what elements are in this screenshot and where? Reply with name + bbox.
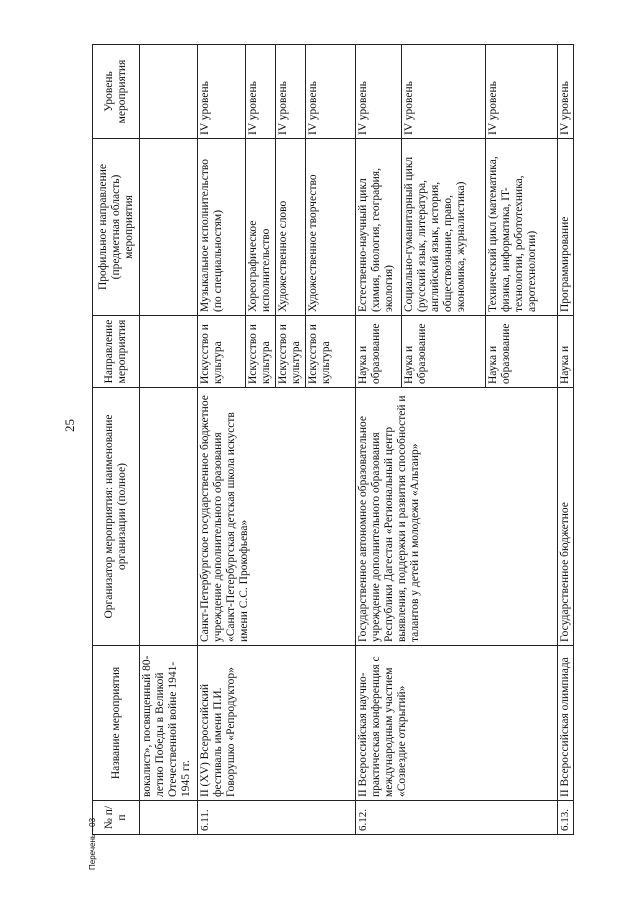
level: IV уровень xyxy=(402,45,486,139)
level: IV уровень xyxy=(198,45,246,139)
table-header-row xyxy=(93,45,140,835)
level: IV уровень xyxy=(276,45,306,139)
direction: Искусство и культура xyxy=(276,316,306,388)
level: IV уровень xyxy=(246,45,276,139)
profile: Художественное слово xyxy=(276,139,306,316)
organizer: Санкт-Петербургское государственное бюджетное учреждение дополнительного образования «Санкт-Петербургская детская школа искусств имени С.С. Прокофьева» xyxy=(198,388,356,646)
header-organizer: Организатор мероприятия: наименование организации (полное) xyxy=(93,388,140,646)
table-row xyxy=(558,45,574,835)
event-name: II (XV) Всероссийский фестиваль имени П.И. Говорушко «Репродуктор» xyxy=(198,646,356,801)
event-name: вокалист», посвященный 80-летию Победы в Великой Отечественной войне 1941-1945 гг. xyxy=(140,646,198,801)
direction: Наука и образование xyxy=(356,316,402,388)
profile: Художественное творчество xyxy=(306,139,356,316)
header-number: № п/п xyxy=(93,801,140,835)
profile: Естественно-научный цикл (химия, биология, география, экология) xyxy=(356,139,402,316)
table-row-continuation xyxy=(140,45,198,835)
organizer: Государственное автономное образовательное учреждение дополнительного образования Республики Дагестан «Региональный центр выявления, поддержки и развития способностей и талантов у детей и молодежи «Альтаир» xyxy=(356,388,558,646)
profile: Хореографическое исполнительство xyxy=(246,139,276,316)
profile: Программирование xyxy=(558,139,574,316)
level: IV уровень xyxy=(356,45,402,139)
profile: Технический цикл (математика, физика, информатика, IT-технологии, робототехника, аэротехнологии) xyxy=(486,139,558,316)
direction: Наука и образование xyxy=(402,316,486,388)
table-row xyxy=(356,45,402,835)
row-number: 6.11. xyxy=(198,801,356,835)
level: IV уровень xyxy=(306,45,356,139)
profile: Социально-гуманитарный цикл (русский язык, литература, английский язык, история, обществознание, право, экономика, журналистика) xyxy=(402,139,486,316)
header-level: Уровень мероприятия xyxy=(93,45,140,139)
direction: Наука и образование xyxy=(486,316,558,388)
profile: Музыкальное исполнительство (по специальностям) xyxy=(198,139,246,316)
table-container xyxy=(92,45,607,835)
header-profile: Профильное направление (предметная область) мероприятия xyxy=(93,139,140,316)
level: IV уровень xyxy=(558,45,574,139)
page-number: 25 xyxy=(62,419,77,432)
events-table xyxy=(92,44,574,835)
row-number: 6.13. xyxy=(558,801,574,835)
table-row xyxy=(198,45,246,835)
header-direction: Направление мероприятия xyxy=(93,316,140,388)
row-number: 6.12. xyxy=(356,801,558,835)
footer-note: Перечень - 03 xyxy=(88,817,97,870)
organizer: Государственное бюджетное xyxy=(558,388,574,646)
header-event-name: Название мероприятия xyxy=(93,646,140,801)
direction: Искусство и культура xyxy=(246,316,276,388)
direction: Наука и xyxy=(558,316,574,388)
direction: Искусство и культура xyxy=(306,316,356,388)
event-name: II Всероссийская олимпиада xyxy=(558,646,574,801)
level: IV уровень xyxy=(486,45,558,139)
direction: Искусство и культура xyxy=(198,316,246,388)
event-name: II Всероссийская научно-практическая конференция с международным участием «Созвездие открытий» xyxy=(356,646,558,801)
